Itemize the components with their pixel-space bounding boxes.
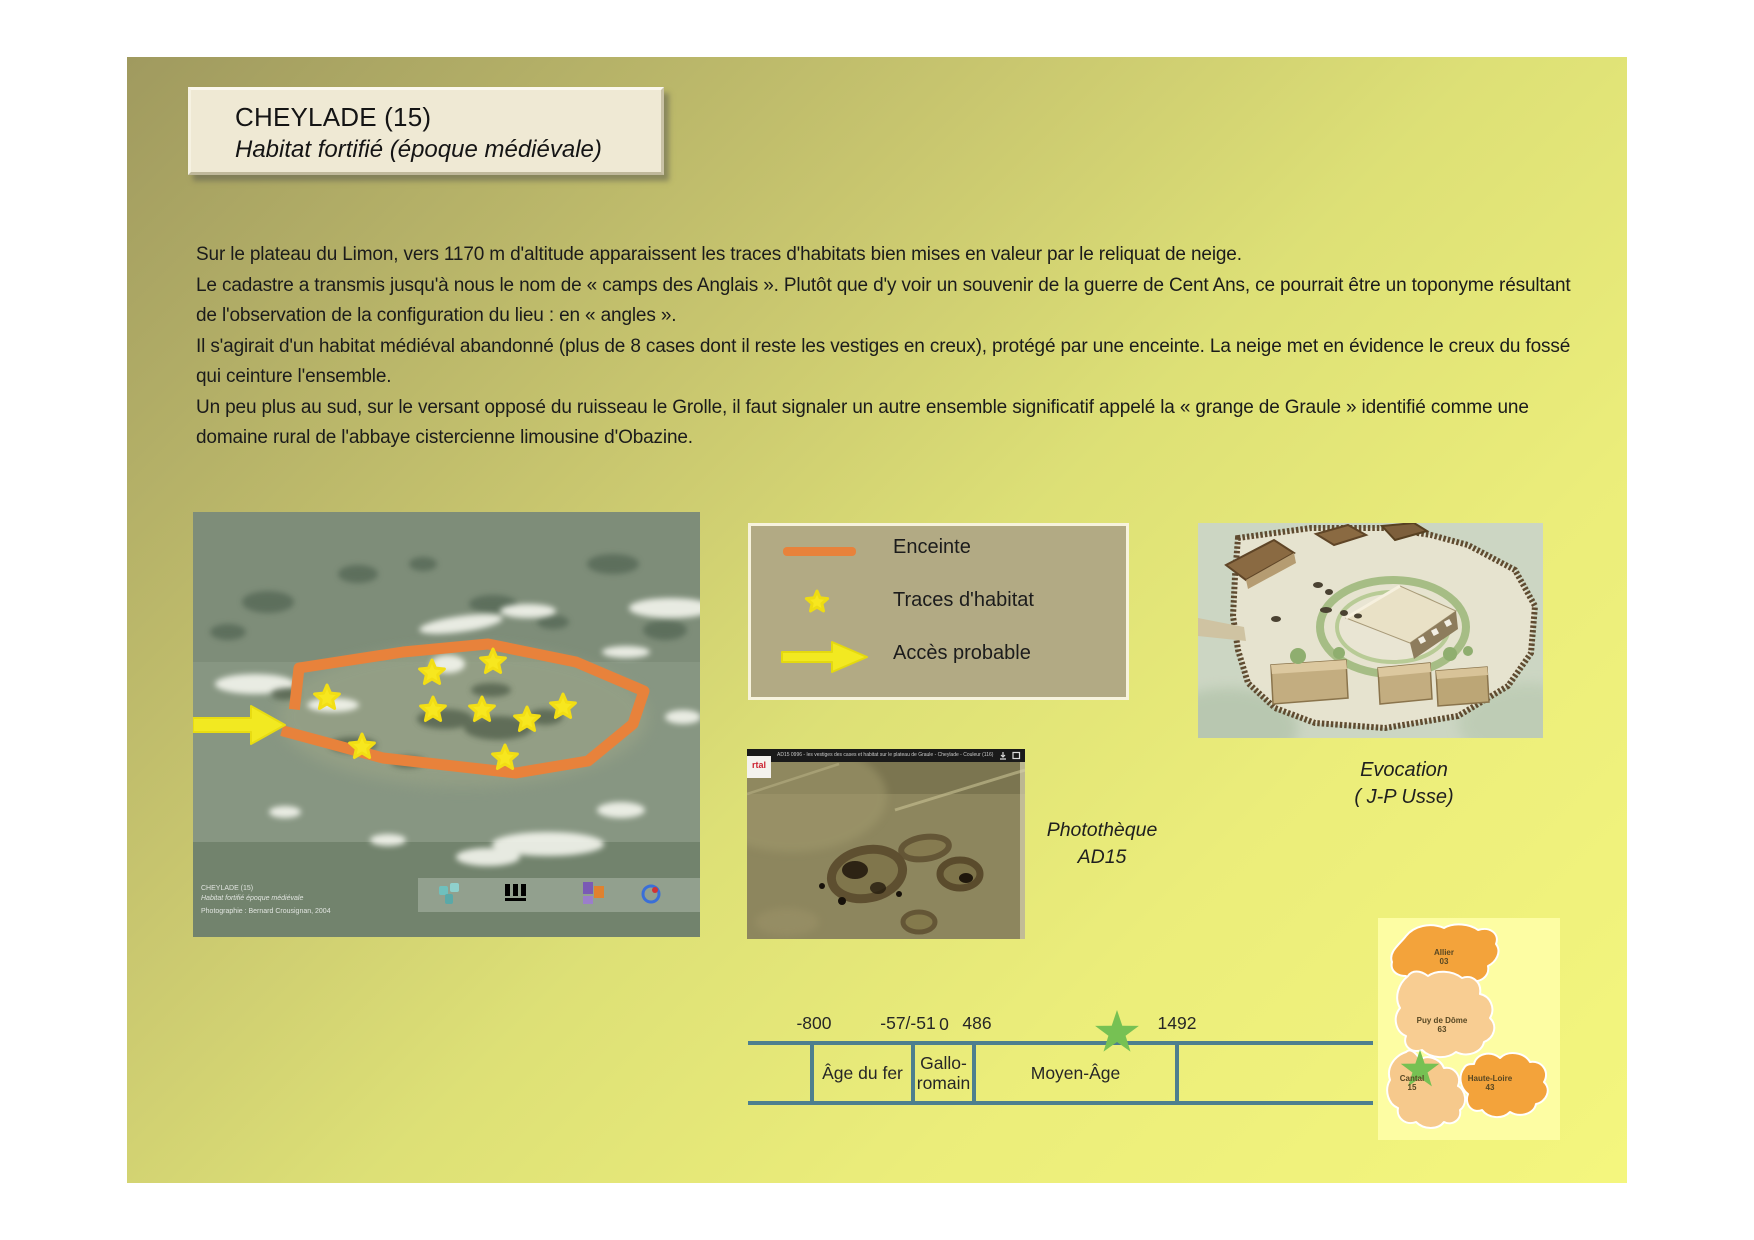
expand-icon: [1013, 753, 1020, 759]
timeline-period-moyen-age: Moyen-Âge: [1030, 1063, 1121, 1083]
legend-label-habitat: Traces d'habitat: [893, 589, 1034, 611]
timeline-tick-0: 0: [939, 1014, 949, 1034]
logo-red-text-icon: [505, 884, 526, 901]
viewer-toolbar-icons: [999, 751, 1021, 760]
slide: [127, 57, 1627, 1183]
intro-text: [196, 240, 1581, 454]
legend-box: [748, 523, 1129, 700]
viewer-titlebar: [747, 749, 1025, 762]
timeline-period-age-du-fer: Âge du fer: [822, 1063, 903, 1083]
page-title: CHEYLADE (15): [235, 102, 432, 132]
timeline-period-gallo-romain: Gallo-romain: [916, 1053, 971, 1093]
aerial-photo-graphic: [193, 512, 700, 937]
map-label-puy-de-dome-code: 63: [1437, 1025, 1447, 1034]
map-label-cantal-name: Cantal: [1399, 1074, 1425, 1083]
map-panel: [1378, 918, 1560, 1140]
evocation-caption-line2: ( J-P Usse): [1354, 786, 1454, 808]
map-label-allier: [1414, 948, 1474, 966]
phototheque-caption: [997, 817, 1207, 871]
intro-paragraph-3: Il s'agirait d'un habitat médiéval abandonné (plus de 8 cases dont il reste les vestiges en creux), protégé par une enceinte. La neige met en évidence le creux du fossé qui ceinture l'ensemble.: [196, 335, 1571, 387]
aerial-photo: [193, 512, 700, 937]
intro-paragraph-4: Un peu plus au sud, sur le versant opposé du ruisseau le Grolle, il faut signaler un autre ensemble significatif appelé la « grange de Graule » identifié comme une domaine rural de l'abbaye cistercienne limousine d'Obazine.: [196, 396, 1529, 448]
enceinte-line-icon: [783, 547, 856, 556]
intro-paragraph-1: Sur le plateau du Limon, vers 1170 m d'altitude apparaissent les traces d'habitats bien mises en valeur par le reliquat de neige.: [196, 244, 1242, 265]
photo-caption-line3: Photographie : Bernard Crousignan, 2004: [201, 908, 331, 915]
evocation-illustration: [1198, 523, 1543, 738]
photo-caption-line1: CHEYLADE (15): [201, 885, 254, 892]
map-label-cantal-code: 15: [1407, 1083, 1417, 1092]
viewer-title-text: AD15 0996 - les vestiges des cases et habitat sur le plateau de Graule - Cheylade - Couleur (116): [777, 752, 994, 758]
map-label-allier-code: 03: [1439, 957, 1449, 966]
map-label-haute-loire-code: 43: [1485, 1083, 1495, 1092]
map-label-puy-de-dome-name: Puy de Dôme: [1416, 1016, 1468, 1025]
phototheque-caption-line2: AD15: [1077, 846, 1127, 868]
intro-paragraph-2: Le cadastre a transmis jusqu'à nous le nom de « camps des Anglais ». Plutôt que d'y voir un souvenir de la guerre de Cent Ans, ce pourrait être un toponyme résultant de l'observation de la configuration du lieu : en « angles ».: [196, 274, 1571, 326]
download-icon: [1000, 752, 1006, 759]
evocation-caption-line1: Evocation: [1360, 759, 1448, 781]
access-arrow-icon: [779, 638, 871, 676]
evocation-graphic: [1198, 523, 1543, 738]
map-label-haute-loire: [1455, 1074, 1525, 1092]
map-label-cantal: [1382, 1074, 1442, 1092]
map-label-puy-de-dome: [1402, 1016, 1482, 1034]
department-shape-puy-de-dome: [1396, 972, 1495, 1058]
timeline-tick-486: 486: [962, 1013, 992, 1033]
evocation-caption: [1304, 757, 1504, 811]
timeline-divider-1492: [1175, 1041, 1179, 1105]
viewer-logo-text: rtal: [751, 760, 766, 770]
map-label-haute-loire-name: Haute-Loire: [1467, 1074, 1513, 1083]
timeline-tick-800: -800: [796, 1013, 832, 1033]
legend-label-access: Accès probable: [893, 642, 1031, 664]
viewer-photo: [747, 749, 1025, 939]
phototheque-caption-line1: Photothèque: [1046, 819, 1158, 841]
timeline-tick-1492: 1492: [1157, 1013, 1197, 1033]
viewer-photo-graphic: [747, 762, 1025, 939]
page-subtitle: Habitat fortifié (époque médiévale): [235, 136, 602, 163]
legend-label-enceinte: Enceinte: [893, 536, 971, 558]
photo-caption-line2: Habitat fortifié époque médiévale: [201, 895, 304, 902]
timeline-star-icon: [1093, 1009, 1141, 1053]
photo-caption: [201, 884, 331, 917]
viewer-logo: [747, 756, 771, 778]
timeline-tick-57-51: -57/-51: [880, 1013, 936, 1033]
map-label-allier-name: Allier: [1433, 948, 1454, 957]
title-box: [188, 87, 664, 175]
habitat-star-icon: [801, 586, 833, 618]
